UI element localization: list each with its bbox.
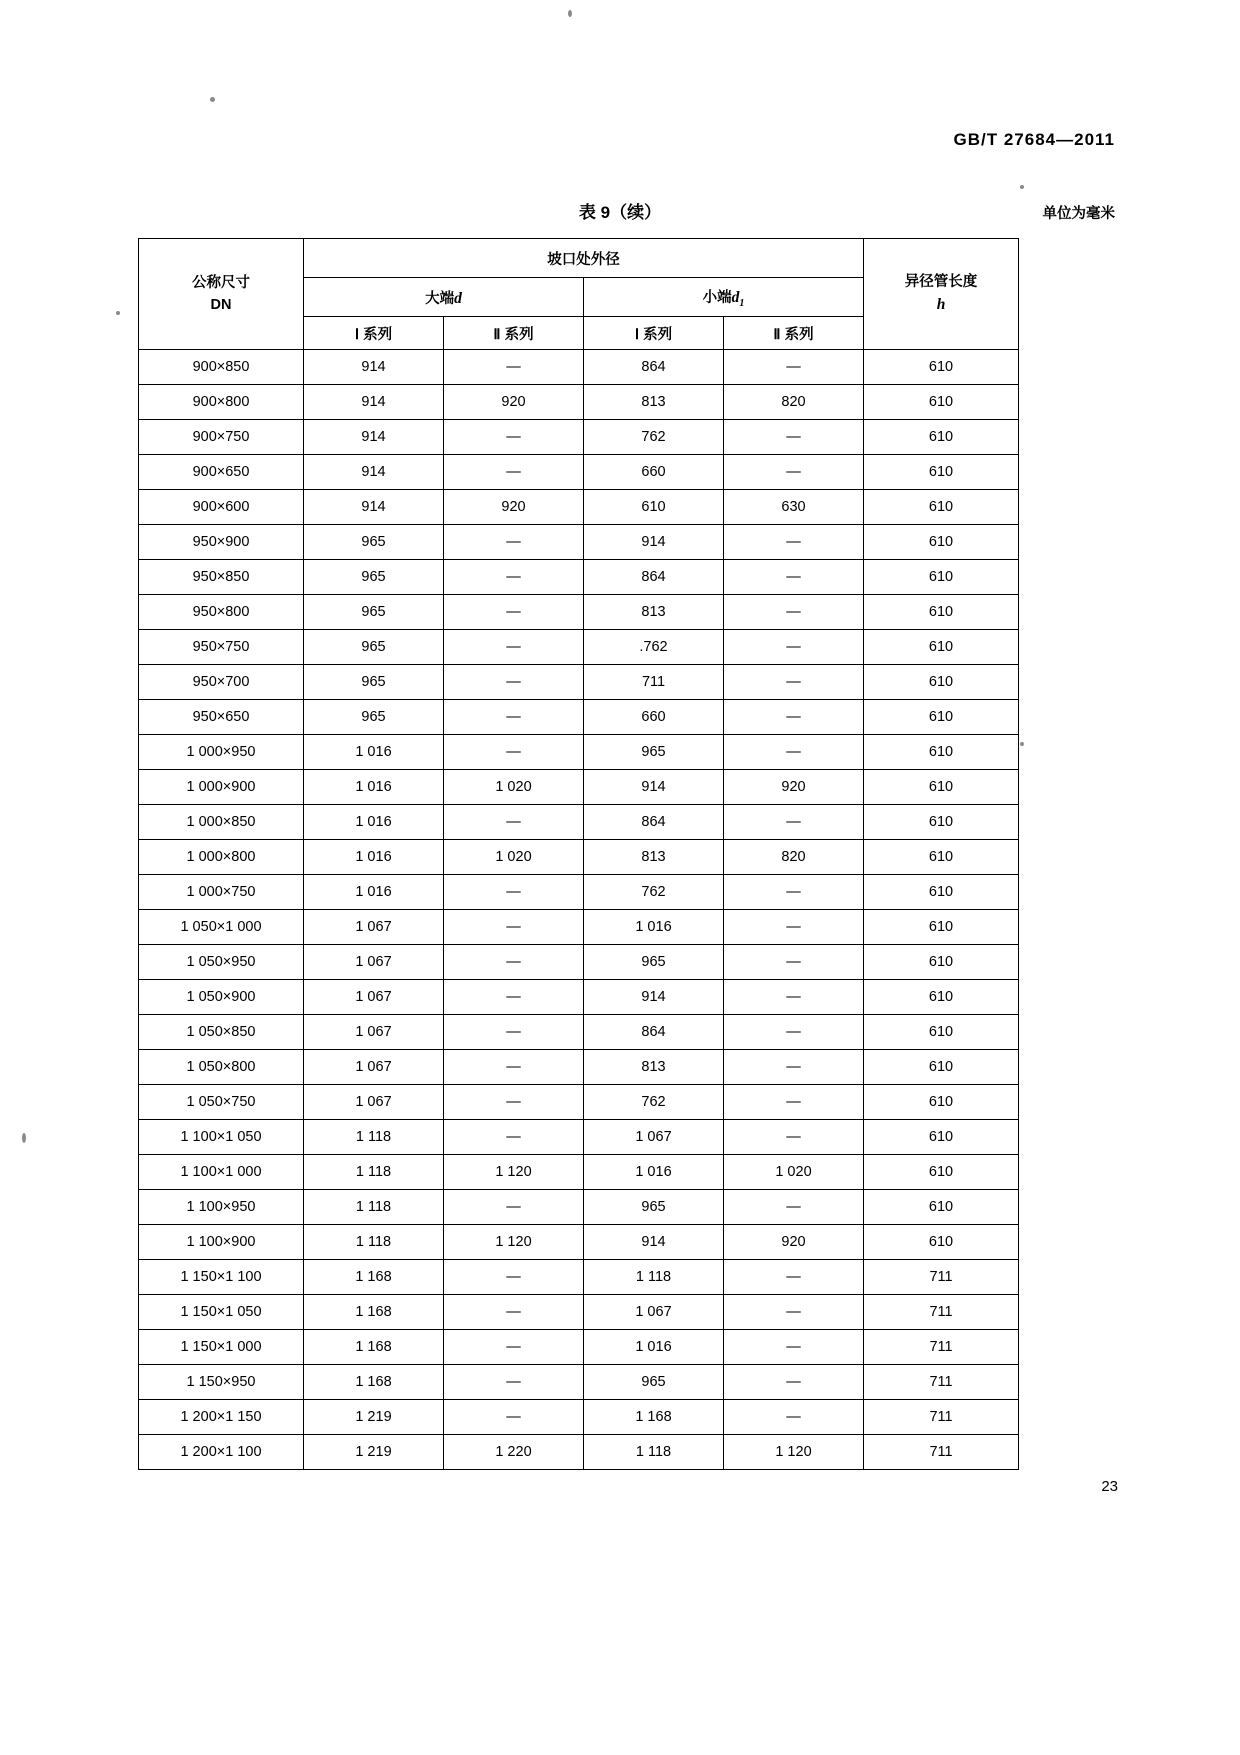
cell-small-series-1: 1 016 (584, 910, 724, 945)
header-nominal-size-line2: DN (210, 297, 232, 313)
cell-reducer-length: 610 (864, 420, 1019, 455)
cell-large-series-2: — (444, 1015, 584, 1050)
cell-nominal-size: 1 100×1 050 (139, 1120, 304, 1155)
cell-large-series-1: 1 067 (304, 910, 444, 945)
table-row (139, 560, 1019, 595)
cell-small-series-1: 965 (584, 945, 724, 980)
cell-small-series-2: — (724, 805, 864, 840)
cell-small-series-1: .762 (584, 630, 724, 665)
cell-large-series-2: — (444, 1190, 584, 1225)
cell-small-series-2: — (724, 1050, 864, 1085)
table-row (139, 595, 1019, 630)
cell-nominal-size: 1 100×950 (139, 1190, 304, 1225)
header-small-end-symbol: d (731, 288, 740, 306)
cell-small-series-1: 813 (584, 385, 724, 420)
cell-reducer-length: 610 (864, 840, 1019, 875)
cell-large-series-1: 965 (304, 630, 444, 665)
cell-small-series-1: 610 (584, 490, 724, 525)
page-number: 23 (1101, 1478, 1118, 1495)
cell-large-series-2: — (444, 630, 584, 665)
scan-speck (210, 97, 215, 102)
cell-small-series-1: 660 (584, 455, 724, 490)
header-nominal-size (139, 239, 304, 350)
cell-nominal-size: 1 100×1 000 (139, 1155, 304, 1190)
cell-small-series-2: — (724, 595, 864, 630)
cell-small-series-1: 1 016 (584, 1155, 724, 1190)
cell-reducer-length: 610 (864, 385, 1019, 420)
header-outer-diameter: 坡口处外径 (304, 239, 864, 278)
header-large-series-2: Ⅱ 系列 (444, 317, 584, 350)
header-small-end-subscript: 1 (739, 297, 745, 309)
cell-small-series-2: 920 (724, 770, 864, 805)
cell-large-series-2: — (444, 665, 584, 700)
table-row (139, 770, 1019, 805)
cell-large-series-2: — (444, 455, 584, 490)
cell-nominal-size: 900×800 (139, 385, 304, 420)
cell-small-series-1: 762 (584, 875, 724, 910)
cell-small-series-1: 914 (584, 525, 724, 560)
cell-nominal-size: 900×600 (139, 490, 304, 525)
cell-small-series-1: 1 168 (584, 1400, 724, 1435)
table-row (139, 420, 1019, 455)
cell-nominal-size: 1 150×1 000 (139, 1330, 304, 1365)
cell-nominal-size: 1 000×850 (139, 805, 304, 840)
cell-large-series-1: 1 219 (304, 1435, 444, 1470)
cell-small-series-2: 820 (724, 840, 864, 875)
cell-large-series-2: — (444, 980, 584, 1015)
cell-nominal-size: 900×750 (139, 420, 304, 455)
cell-large-series-1: 914 (304, 350, 444, 385)
header-small-end (584, 278, 864, 317)
cell-nominal-size: 1 050×1 000 (139, 910, 304, 945)
cell-large-series-2: — (444, 1365, 584, 1400)
cell-small-series-2: — (724, 700, 864, 735)
cell-large-series-2: 1 020 (444, 840, 584, 875)
cell-small-series-2: — (724, 350, 864, 385)
table-row (139, 1190, 1019, 1225)
header-small-end-label: 小端 (702, 289, 732, 306)
cell-reducer-length: 610 (864, 805, 1019, 840)
cell-small-series-1: 762 (584, 1085, 724, 1120)
cell-small-series-1: 1 118 (584, 1260, 724, 1295)
cell-small-series-1: 660 (584, 700, 724, 735)
table-row (139, 1330, 1019, 1365)
cell-large-series-1: 1 168 (304, 1330, 444, 1365)
cell-reducer-length: 711 (864, 1400, 1019, 1435)
cell-large-series-1: 1 067 (304, 1050, 444, 1085)
cell-nominal-size: 950×650 (139, 700, 304, 735)
header-reducer-length-label: 异径管长度 (904, 273, 978, 290)
cell-large-series-1: 1 016 (304, 770, 444, 805)
cell-large-series-2: — (444, 1330, 584, 1365)
cell-small-series-1: 965 (584, 735, 724, 770)
cell-small-series-2: — (724, 735, 864, 770)
cell-reducer-length: 610 (864, 1155, 1019, 1190)
cell-small-series-2: — (724, 525, 864, 560)
cell-large-series-1: 1 016 (304, 805, 444, 840)
cell-reducer-length: 610 (864, 1085, 1019, 1120)
cell-nominal-size: 900×850 (139, 350, 304, 385)
cell-large-series-2: — (444, 525, 584, 560)
table-row (139, 1400, 1019, 1435)
cell-small-series-2: — (724, 910, 864, 945)
cell-small-series-2: — (724, 875, 864, 910)
cell-large-series-2: — (444, 1260, 584, 1295)
cell-nominal-size: 950×800 (139, 595, 304, 630)
cell-nominal-size: 1 050×750 (139, 1085, 304, 1120)
table-row (139, 980, 1019, 1015)
table-row (139, 525, 1019, 560)
cell-large-series-2: — (444, 1085, 584, 1120)
cell-reducer-length: 610 (864, 525, 1019, 560)
table-row (139, 945, 1019, 980)
dimensions-table (138, 238, 1019, 1470)
cell-nominal-size: 1 200×1 150 (139, 1400, 304, 1435)
cell-small-series-1: 813 (584, 595, 724, 630)
cell-nominal-size: 1 150×950 (139, 1365, 304, 1400)
cell-small-series-2: — (724, 1295, 864, 1330)
table-title: 表 9（续） (578, 203, 662, 222)
cell-large-series-2: 1 120 (444, 1225, 584, 1260)
cell-small-series-2: 630 (724, 490, 864, 525)
cell-nominal-size: 1 150×1 050 (139, 1295, 304, 1330)
cell-large-series-2: — (444, 420, 584, 455)
table-row (139, 385, 1019, 420)
cell-large-series-1: 1 118 (304, 1120, 444, 1155)
cell-reducer-length: 610 (864, 630, 1019, 665)
cell-large-series-1: 914 (304, 385, 444, 420)
cell-small-series-2: — (724, 665, 864, 700)
header-large-end-label: 大端 (425, 290, 455, 307)
cell-small-series-1: 914 (584, 980, 724, 1015)
cell-large-series-2: — (444, 805, 584, 840)
cell-small-series-1: 914 (584, 1225, 724, 1260)
cell-small-series-2: — (724, 1330, 864, 1365)
cell-large-series-2: — (444, 560, 584, 595)
cell-large-series-1: 965 (304, 700, 444, 735)
cell-large-series-1: 1 067 (304, 1085, 444, 1120)
cell-large-series-2: 920 (444, 490, 584, 525)
cell-small-series-2: — (724, 1365, 864, 1400)
cell-small-series-2: — (724, 1190, 864, 1225)
cell-large-series-2: — (444, 350, 584, 385)
table-row (139, 1260, 1019, 1295)
cell-nominal-size: 1 150×1 100 (139, 1260, 304, 1295)
cell-nominal-size: 950×750 (139, 630, 304, 665)
header-small-series-2: Ⅱ 系列 (724, 317, 864, 350)
cell-nominal-size: 1 000×800 (139, 840, 304, 875)
table-row (139, 455, 1019, 490)
table-row (139, 1050, 1019, 1085)
cell-small-series-1: 813 (584, 1050, 724, 1085)
cell-small-series-1: 864 (584, 805, 724, 840)
cell-small-series-1: 1 067 (584, 1120, 724, 1155)
cell-small-series-1: 762 (584, 420, 724, 455)
cell-small-series-1: 1 118 (584, 1435, 724, 1470)
table-row (139, 1365, 1019, 1400)
cell-large-series-1: 914 (304, 420, 444, 455)
cell-large-series-1: 1 067 (304, 980, 444, 1015)
table-row (139, 1295, 1019, 1330)
cell-small-series-2: — (724, 980, 864, 1015)
cell-large-series-2: 1 120 (444, 1155, 584, 1190)
scan-speck (116, 311, 120, 315)
cell-small-series-2: 820 (724, 385, 864, 420)
table-row (139, 910, 1019, 945)
cell-small-series-1: 864 (584, 350, 724, 385)
table-row (139, 1155, 1019, 1190)
table-row (139, 875, 1019, 910)
cell-reducer-length: 610 (864, 770, 1019, 805)
cell-reducer-length: 610 (864, 875, 1019, 910)
cell-reducer-length: 711 (864, 1260, 1019, 1295)
cell-large-series-2: — (444, 1400, 584, 1435)
cell-nominal-size: 950×900 (139, 525, 304, 560)
cell-reducer-length: 711 (864, 1330, 1019, 1365)
cell-reducer-length: 610 (864, 1225, 1019, 1260)
cell-large-series-2: — (444, 875, 584, 910)
cell-nominal-size: 950×700 (139, 665, 304, 700)
cell-reducer-length: 610 (864, 350, 1019, 385)
cell-small-series-2: — (724, 1400, 864, 1435)
table-row (139, 1120, 1019, 1155)
cell-small-series-2: 1 120 (724, 1435, 864, 1470)
cell-large-series-1: 1 016 (304, 735, 444, 770)
cell-nominal-size: 1 000×750 (139, 875, 304, 910)
cell-large-series-1: 914 (304, 455, 444, 490)
cell-large-series-2: — (444, 700, 584, 735)
cell-reducer-length: 610 (864, 735, 1019, 770)
cell-large-series-1: 1 016 (304, 875, 444, 910)
cell-small-series-1: 1 016 (584, 1330, 724, 1365)
cell-reducer-length: 610 (864, 945, 1019, 980)
cell-large-series-2: — (444, 945, 584, 980)
cell-nominal-size: 1 050×800 (139, 1050, 304, 1085)
cell-small-series-1: 914 (584, 770, 724, 805)
cell-small-series-1: 813 (584, 840, 724, 875)
cell-large-series-1: 1 118 (304, 1190, 444, 1225)
cell-reducer-length: 610 (864, 490, 1019, 525)
table-body (139, 350, 1019, 1470)
cell-reducer-length: 711 (864, 1365, 1019, 1400)
header-large-series-1: Ⅰ 系列 (304, 317, 444, 350)
cell-large-series-1: 1 067 (304, 1015, 444, 1050)
cell-reducer-length: 610 (864, 595, 1019, 630)
cell-reducer-length: 610 (864, 700, 1019, 735)
table-row (139, 630, 1019, 665)
cell-nominal-size: 1 000×950 (139, 735, 304, 770)
cell-small-series-1: 864 (584, 1015, 724, 1050)
cell-small-series-2: 920 (724, 1225, 864, 1260)
scan-speck (568, 10, 572, 17)
cell-large-series-1: 1 067 (304, 945, 444, 980)
header-reducer-length-symbol: h (936, 296, 946, 314)
cell-large-series-1: 1 118 (304, 1225, 444, 1260)
table-row (139, 665, 1019, 700)
cell-reducer-length: 610 (864, 455, 1019, 490)
cell-reducer-length: 610 (864, 560, 1019, 595)
cell-large-series-1: 1 016 (304, 840, 444, 875)
table-row (139, 490, 1019, 525)
cell-large-series-2: — (444, 1120, 584, 1155)
cell-large-series-1: 1 118 (304, 1155, 444, 1190)
cell-nominal-size: 950×850 (139, 560, 304, 595)
cell-nominal-size: 900×650 (139, 455, 304, 490)
table-row (139, 735, 1019, 770)
scan-speck (1020, 185, 1024, 189)
cell-reducer-length: 610 (864, 1015, 1019, 1050)
cell-large-series-2: — (444, 1050, 584, 1085)
cell-large-series-2: — (444, 595, 584, 630)
cell-small-series-2: — (724, 1015, 864, 1050)
table-row (139, 805, 1019, 840)
table-row (139, 1225, 1019, 1260)
cell-small-series-2: — (724, 560, 864, 595)
cell-large-series-1: 914 (304, 490, 444, 525)
cell-reducer-length: 610 (864, 1190, 1019, 1225)
cell-reducer-length: 610 (864, 1050, 1019, 1085)
table-header (139, 239, 1019, 350)
cell-reducer-length: 711 (864, 1295, 1019, 1330)
cell-small-series-1: 711 (584, 665, 724, 700)
table-row (139, 350, 1019, 385)
cell-large-series-1: 965 (304, 560, 444, 595)
cell-reducer-length: 610 (864, 980, 1019, 1015)
table-row (139, 1435, 1019, 1470)
standard-code: GB/T 27684—2011 (953, 130, 1115, 149)
header-large-end-symbol: d (454, 289, 462, 307)
cell-large-series-2: — (444, 735, 584, 770)
table-row (139, 840, 1019, 875)
cell-small-series-2: — (724, 1260, 864, 1295)
cell-reducer-length: 610 (864, 910, 1019, 945)
cell-nominal-size: 1 050×850 (139, 1015, 304, 1050)
cell-small-series-2: — (724, 1120, 864, 1155)
cell-reducer-length: 711 (864, 1435, 1019, 1470)
cell-large-series-1: 1 168 (304, 1295, 444, 1330)
cell-large-series-1: 965 (304, 595, 444, 630)
scan-speck (22, 1133, 26, 1143)
cell-large-series-1: 1 168 (304, 1365, 444, 1400)
header-large-end (304, 278, 584, 317)
cell-large-series-2: 1 020 (444, 770, 584, 805)
cell-large-series-1: 1 219 (304, 1400, 444, 1435)
cell-small-series-1: 965 (584, 1190, 724, 1225)
cell-large-series-1: 965 (304, 525, 444, 560)
cell-large-series-2: — (444, 910, 584, 945)
cell-nominal-size: 1 050×900 (139, 980, 304, 1015)
cell-small-series-2: 1 020 (724, 1155, 864, 1190)
cell-large-series-2: 1 220 (444, 1435, 584, 1470)
cell-small-series-2: — (724, 420, 864, 455)
cell-small-series-2: — (724, 1085, 864, 1120)
table-row (139, 1015, 1019, 1050)
table-row (139, 700, 1019, 735)
cell-large-series-2: — (444, 1295, 584, 1330)
header-nominal-size-line1: 公称尺寸 (192, 274, 250, 291)
cell-small-series-2: — (724, 945, 864, 980)
scan-speck (1020, 742, 1024, 746)
cell-large-series-1: 1 168 (304, 1260, 444, 1295)
header-reducer-length (864, 239, 1019, 350)
cell-small-series-1: 965 (584, 1365, 724, 1400)
unit-note: 单位为毫米 (1042, 206, 1115, 222)
table-row (139, 1085, 1019, 1120)
header-small-series-1: Ⅰ 系列 (584, 317, 724, 350)
cell-reducer-length: 610 (864, 665, 1019, 700)
cell-nominal-size: 1 100×900 (139, 1225, 304, 1260)
cell-small-series-1: 864 (584, 560, 724, 595)
cell-nominal-size: 1 200×1 100 (139, 1435, 304, 1470)
cell-small-series-1: 1 067 (584, 1295, 724, 1330)
cell-small-series-2: — (724, 455, 864, 490)
cell-reducer-length: 610 (864, 1120, 1019, 1155)
cell-nominal-size: 1 000×900 (139, 770, 304, 805)
cell-large-series-1: 965 (304, 665, 444, 700)
cell-nominal-size: 1 050×950 (139, 945, 304, 980)
cell-large-series-2: 920 (444, 385, 584, 420)
cell-small-series-2: — (724, 630, 864, 665)
